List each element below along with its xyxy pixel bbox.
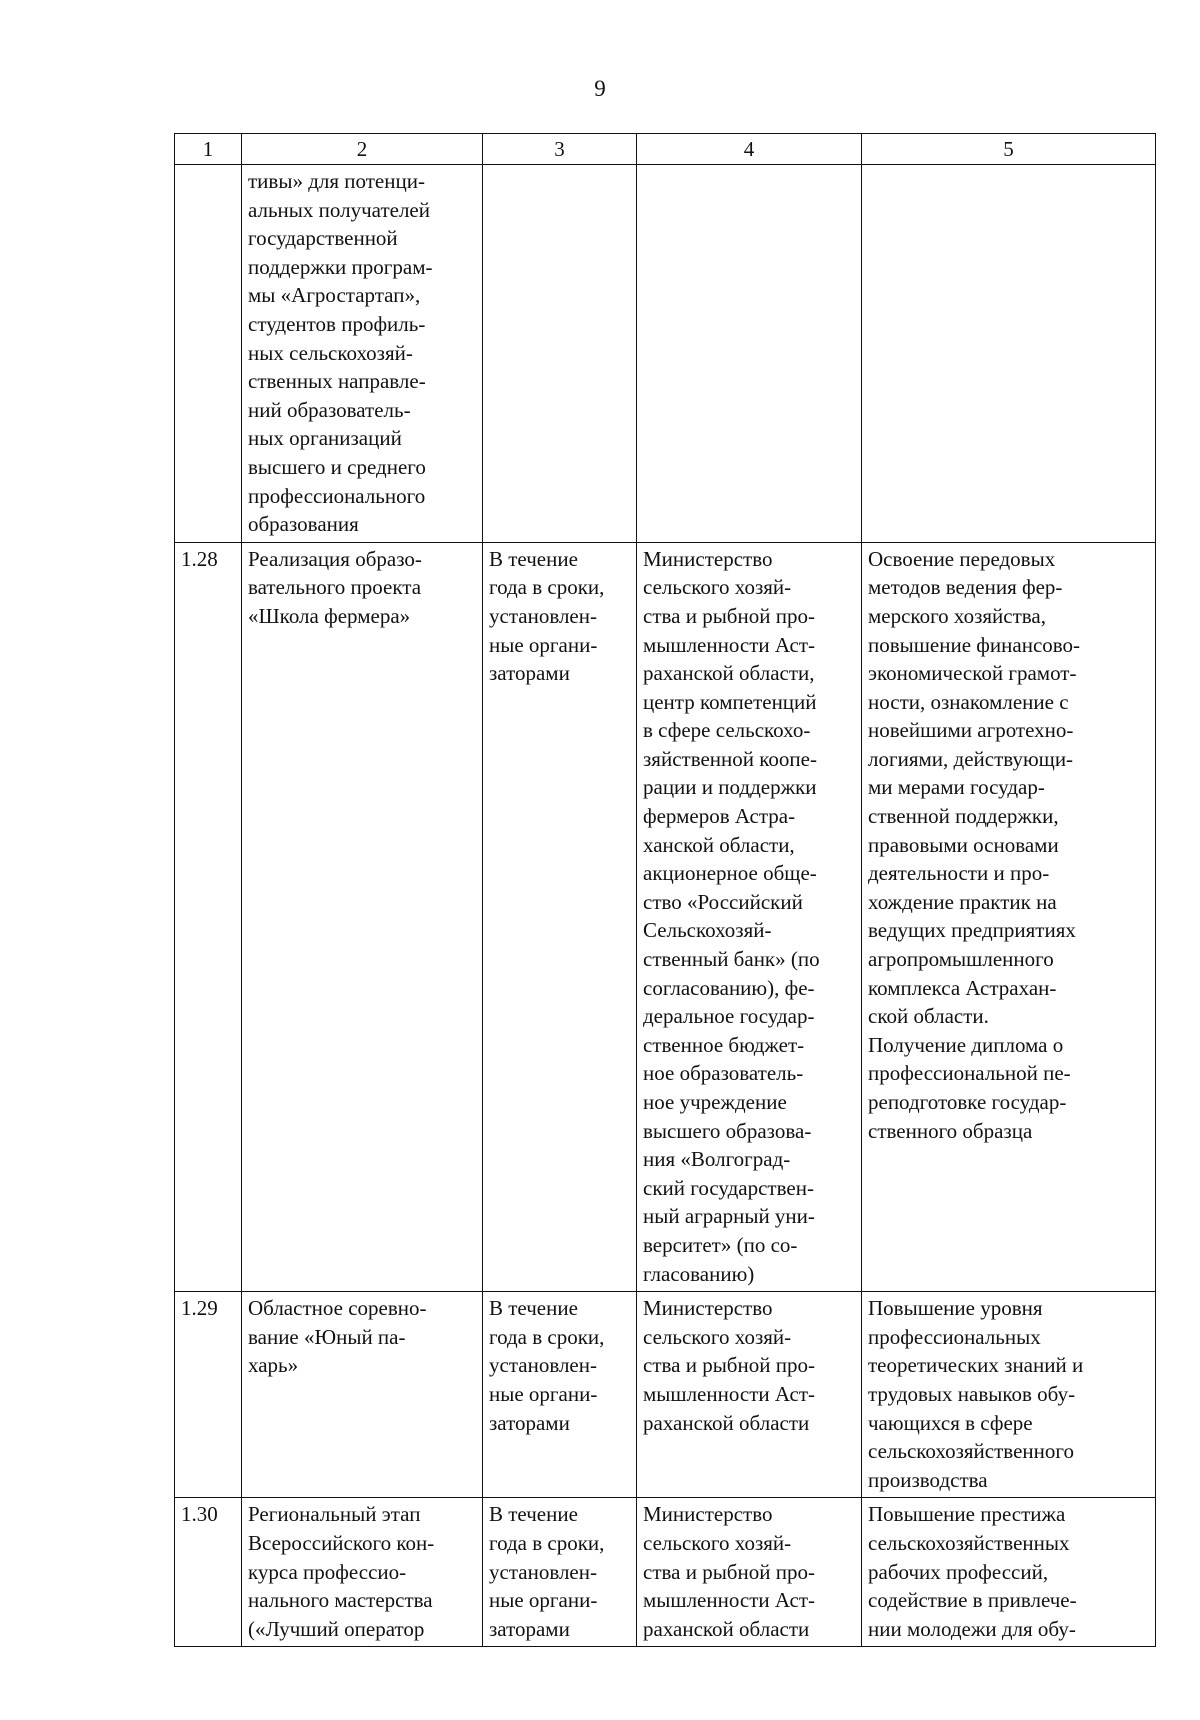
row-number: 1.30 (175, 1498, 242, 1647)
event-executor: Министерство сельского хозяй- ства и рыбной про- мышленности Аст- раханской области (637, 1498, 862, 1647)
event-term (483, 165, 637, 543)
event-result (862, 165, 1156, 543)
event-executor: Министерство сельского хозяй- ства и рыбной про- мышленности Аст- раханской области, центр компетенций в сфере сельскохо- зяйственной коопе- рации и поддержки фермеров Астра- ханской области, акционерное обще- ство «Российский Сельскохозяй- ственный банк» (по согласованию), фе- деральное государ- ственное бюджет- ное образователь- ное учреждение высшего образова- ния «Волгоград- ский государствен- ный аграрный уни- верситет» (по со- гласованию) (637, 542, 862, 1291)
table-row (175, 165, 1156, 543)
event-result: Повышение престижа сельскохозяйственных рабочих профессий, содействие в привлече- нии молодежи для обу- (862, 1498, 1156, 1647)
event-name: Реализация образо- вательного проекта «Школа фермера» (242, 542, 483, 1291)
column-header-1: 1 (175, 134, 242, 165)
column-header-2: 2 (242, 134, 483, 165)
row-number: 1.28 (175, 542, 242, 1291)
column-header-3: 3 (483, 134, 637, 165)
event-term: В течение года в сроки, установлен- ные органи- заторами (483, 1498, 637, 1647)
event-result: Повышение уровня профессиональных теоретических знаний и трудовых навыков обу- чающихся в сфере сельскохозяйственного производства (862, 1292, 1156, 1498)
row-number: 1.29 (175, 1292, 242, 1498)
program-table (174, 133, 1156, 1647)
event-name: Региональный этап Всероссийского кон- курса профессио- нального мастерства («Лучший оператор (242, 1498, 483, 1647)
table-header-row (175, 134, 1156, 165)
column-header-4: 4 (637, 134, 862, 165)
row-number (175, 165, 242, 543)
page-number: 9 (594, 76, 606, 101)
event-term: В течение года в сроки, установлен- ные органи- заторами (483, 1292, 637, 1498)
event-executor (637, 165, 862, 543)
event-name: тивы» для потенци- альных получателей государственной поддержки програм- мы «Агростартап», студентов профиль- ных сельскохозяй- ственных направле- ний образователь- ных организаций высшего и среднего профессионального образования (242, 165, 483, 543)
event-term: В течение года в сроки, установлен- ные органи- заторами (483, 542, 637, 1291)
table-row (175, 542, 1156, 1291)
event-name: Областное соревно- вание «Юный па- харь» (242, 1292, 483, 1498)
table-row (175, 1498, 1156, 1647)
event-result: Освоение передовых методов ведения фер- мерского хозяйства, повышение финансово- экономической грамот- ности, ознакомление с новейшими агротехно- логиями, действующи- ми мерами государ- ственной поддержки, правовыми основами деятельности и про- хождение практик на ведущих предприятиях агропромышленного комплекса Астрахан- ской области. Получение диплома о профессиональной пе- реподготовке государ- ственного образца (862, 542, 1156, 1291)
event-executor: Министерство сельского хозяй- ства и рыбной про- мышленности Аст- раханской области (637, 1292, 862, 1498)
table-row (175, 1292, 1156, 1498)
column-header-5: 5 (862, 134, 1156, 165)
